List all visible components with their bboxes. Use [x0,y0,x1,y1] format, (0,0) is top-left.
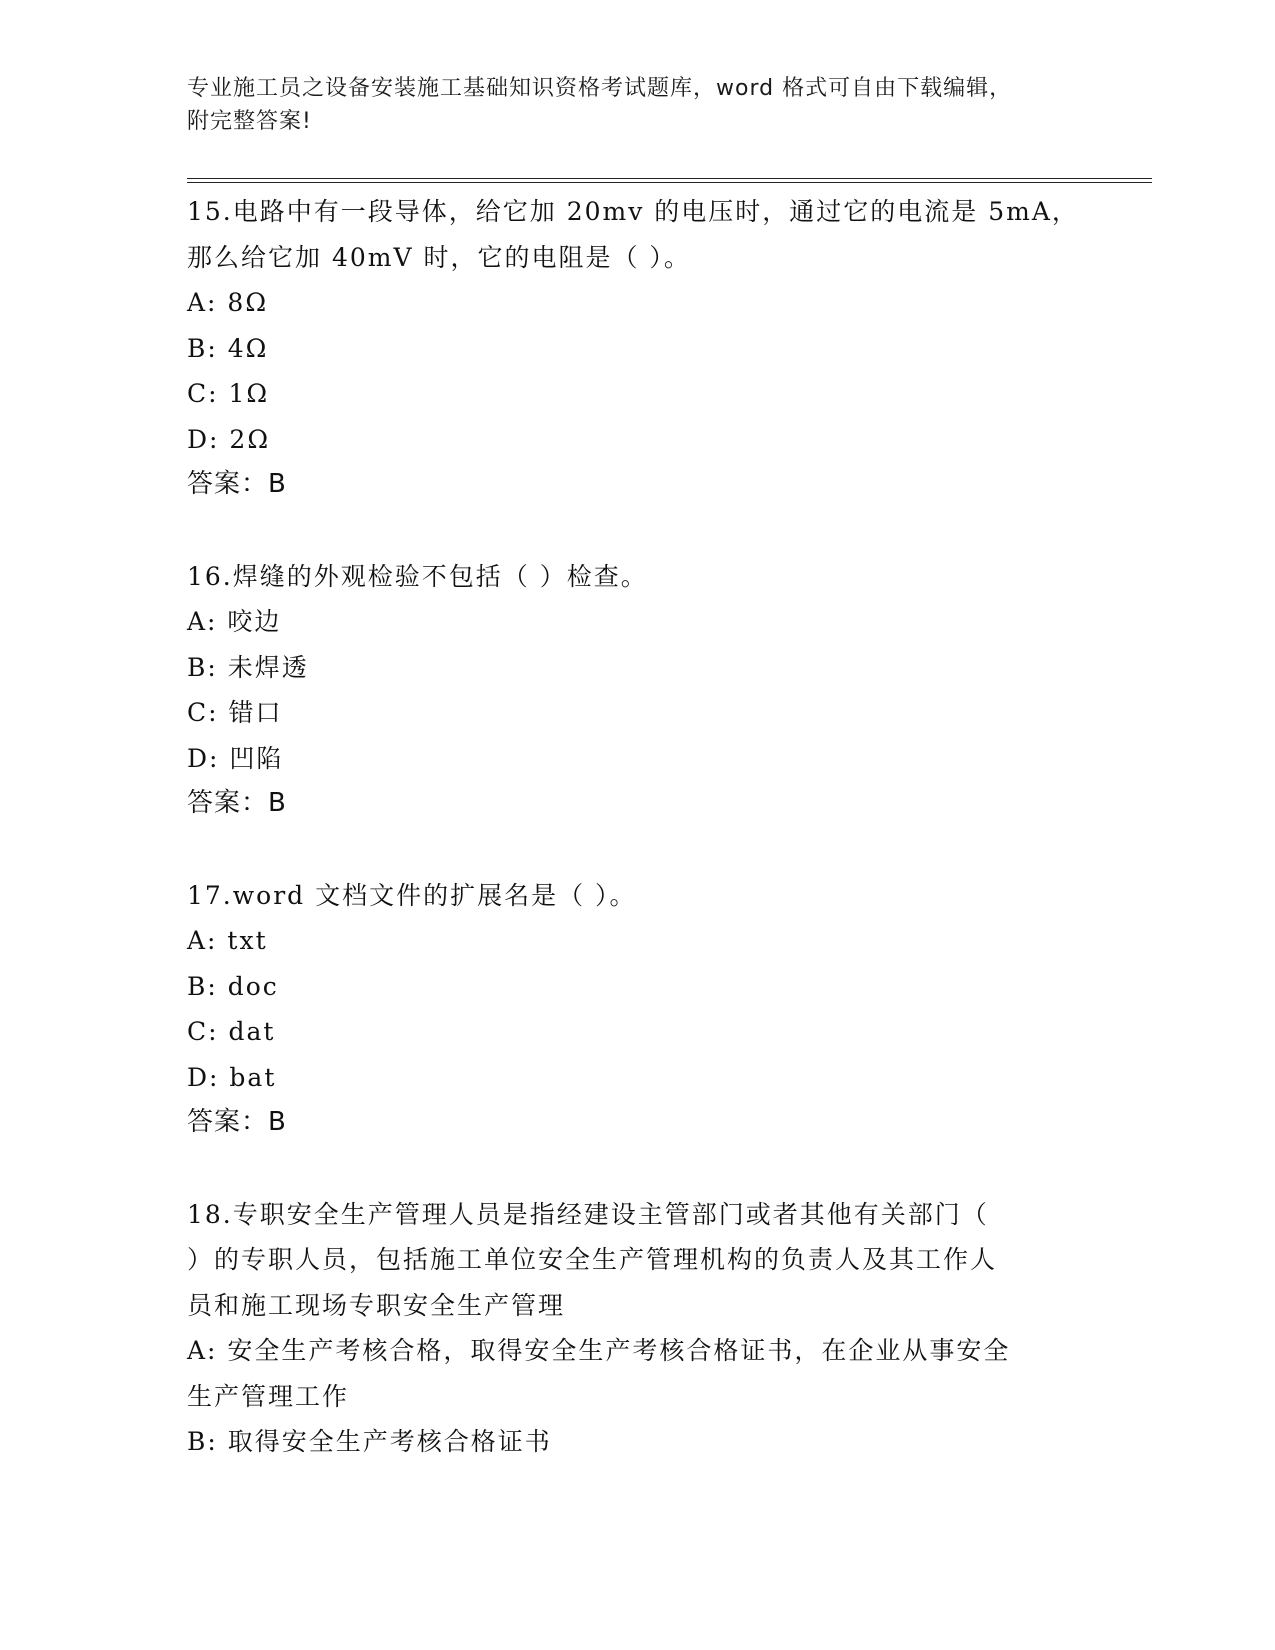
option-a: A: txt [187,926,268,955]
question-16 [187,554,1087,827]
question-list [187,189,1087,1465]
option-d: D: bat [187,1062,277,1092]
option-b: B: doc [187,971,279,1001]
option-c: C: 1Ω [187,379,270,408]
option-c: C: dat [187,1017,276,1046]
header-line-2: 附完整答案! [187,109,312,134]
question-stem: 18.专职安全生产管理人员是指经建设主管部门或者其他有关部门（ [187,1199,989,1229]
question-18 [187,1192,1087,1465]
question-stem: 那么给它加 40mV 时，它的电阻是（ ）。 [187,242,691,272]
question-spacer [187,508,1087,554]
question-stem: 15.电路中有一段导体，给它加 20mv 的电压时，通过它的电流是 5mA， [187,197,1079,226]
question-spacer [187,827,1087,873]
option-b: B: 未焊透 [187,652,309,682]
question-stem: 员和施工现场专职安全生产管理 [187,1290,566,1320]
question-stem: ）的专职人员，包括施工单位安全生产管理机构的负责人及其工作人 [187,1245,998,1274]
header-line-1: 专业施工员之设备安装施工基础知识资格考试题库，word 格式可自由下载编辑， [187,76,1013,101]
answer-text: 答案：B [187,1107,287,1137]
option-b: B: 取得安全生产考核合格证书 [187,1427,552,1456]
option-a-continued: 生产管理工作 [187,1381,350,1411]
option-c: C: 错口 [187,698,283,727]
option-b: B: 4Ω [187,333,269,363]
question-stem: 16.焊缝的外观检验不包括（ ）检查。 [187,561,648,591]
question-15 [187,189,1087,508]
document-header [187,72,1087,138]
option-a: A: 咬边 [187,607,282,636]
question-stem: 17.word 文档文件的扩展名是（ ）。 [187,880,637,910]
option-d: D: 2Ω [187,424,271,454]
question-17 [187,873,1087,1146]
header-divider-bottom [187,182,1152,183]
answer-text: 答案：B [187,469,287,499]
option-a: A: 8Ω [187,288,269,317]
question-spacer [187,1146,1087,1192]
option-a: A: 安全生产考核合格，取得安全生产考核合格证书，在企业从事安全 [187,1336,1011,1365]
header-divider-top [187,178,1152,179]
option-d: D: 凹陷 [187,743,284,773]
answer-text: 答案：B [187,788,287,818]
